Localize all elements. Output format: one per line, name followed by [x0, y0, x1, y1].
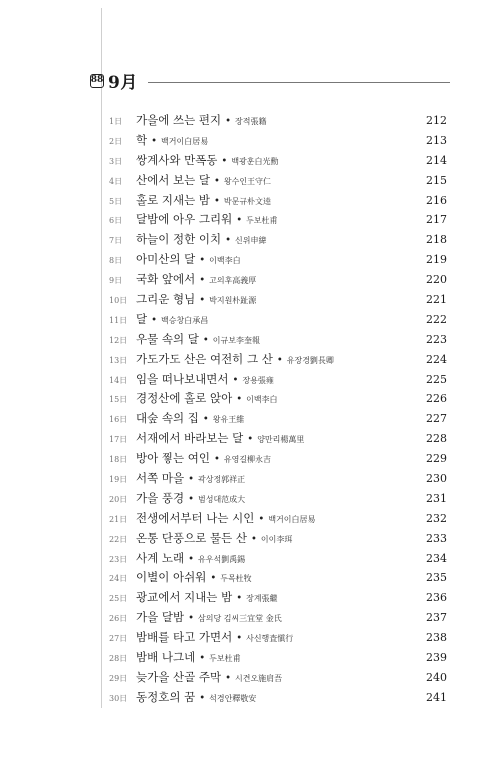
entry-day: 24日 [109, 574, 128, 584]
entry-day: 8日 [109, 256, 123, 266]
entry-title: 아미산의 달 [136, 252, 196, 267]
entry-page-number: 232 [426, 511, 447, 525]
toc-entry[interactable] [109, 291, 447, 311]
entry-author: 백거이白居易 [268, 514, 316, 524]
bullet-separator: • [213, 175, 220, 187]
entry-day: 12日 [109, 335, 128, 345]
entry-author: 삼의당 김씨三宜堂 金氏 [198, 614, 282, 624]
bullet-separator: • [225, 116, 231, 127]
entry-page-number: 237 [426, 611, 447, 625]
entry-title: 경정산에 홀로 앉아 [136, 391, 233, 406]
entry-author: 왕수인王守仁 [223, 176, 272, 186]
toc-entry[interactable] [109, 192, 447, 212]
entry-page-number: 221 [426, 293, 447, 307]
entry-author: 장적張籍 [234, 117, 267, 126]
entry-page-number: 216 [426, 193, 447, 207]
bullet-separator: • [151, 314, 158, 326]
entry-title: 가을 풍경 [136, 490, 185, 505]
bullet-separator: • [199, 295, 206, 307]
entry-author: 신위申緯 [234, 236, 267, 246]
entry-author: 이백李白 [246, 395, 278, 405]
entry-title: 산에서 보는 달 [136, 172, 210, 187]
entry-author: 왕유王維 [212, 415, 245, 425]
entry-title: 홀로 지새는 밤 [136, 192, 210, 207]
bullet-separator: • [213, 454, 220, 466]
toc-entry[interactable] [109, 609, 447, 629]
entry-day: 22日 [109, 534, 128, 544]
entry-author: 범성대范成大 [198, 494, 246, 504]
toc-entry[interactable] [109, 271, 447, 291]
entry-page-number: 226 [426, 392, 447, 406]
entry-page-number: 220 [426, 273, 447, 287]
bullet-separator: • [221, 155, 228, 167]
toc-entry[interactable] [109, 211, 447, 231]
entry-author: 백광훈白光勳 [231, 156, 279, 166]
entry-page-number: 225 [426, 372, 447, 386]
toc-entry[interactable] [109, 112, 447, 132]
entry-page-number: 228 [426, 432, 447, 446]
entry-page-number: 234 [426, 551, 447, 565]
entry-author: 곽상정郭祥正 [198, 475, 246, 485]
entry-page-number: 235 [426, 571, 447, 585]
entry-title: 늦가을 산골 주막 [136, 669, 222, 684]
bullet-separator: • [199, 275, 206, 287]
bullet-separator: • [236, 593, 243, 605]
entry-author: 석경안釋敬安 [209, 693, 257, 703]
entry-page-number: 229 [426, 452, 447, 466]
entry-page-number: 222 [426, 312, 447, 326]
toc-entry[interactable] [109, 470, 447, 490]
entry-author: 사신행査愼行 [246, 634, 294, 644]
entry-title: 온통 단풍으로 물든 산 [136, 530, 247, 545]
entry-title: 하늘이 정한 이치 [136, 232, 222, 247]
toc-entry[interactable] [109, 450, 447, 470]
bullet-separator: • [199, 692, 206, 704]
entry-page-number: 219 [426, 253, 447, 267]
entry-title: 대숲 속의 집 [136, 411, 199, 426]
entry-page-number: 238 [426, 631, 447, 645]
table-of-contents [109, 112, 447, 709]
entry-page-number: 215 [426, 173, 447, 187]
entry-title: 가을 달밤 [136, 610, 185, 625]
entry-author: 양만리楊萬里 [257, 435, 305, 445]
entry-author: 유우석劉禹錫 [198, 554, 246, 564]
bullet-separator: • [250, 533, 257, 545]
bullet-separator: • [202, 334, 209, 346]
margin-rule [101, 8, 102, 708]
entry-page-number: 241 [426, 690, 447, 704]
toc-entry[interactable] [109, 371, 447, 391]
entry-author: 유장경劉長卿 [286, 355, 334, 365]
entry-day: 27日 [109, 634, 128, 644]
entry-day: 10日 [109, 296, 128, 306]
bullet-separator: • [247, 434, 254, 446]
entry-author: 두목杜牧 [220, 574, 252, 584]
entry-title: 전생에서부터 나는 시인 [136, 510, 255, 525]
bullet-separator: • [188, 553, 194, 565]
bullet-separator: • [225, 672, 231, 684]
entry-day: 6日 [109, 216, 123, 226]
entry-title: 서재에서 바라보는 달 [136, 431, 244, 446]
bullet-separator: • [232, 374, 239, 386]
entry-day: 7日 [109, 236, 123, 246]
entry-title: 쌍계사와 만폭동 [136, 152, 218, 167]
entry-author: 이백李白 [209, 256, 241, 266]
toc-entry[interactable] [109, 689, 447, 709]
entry-title: 밤배를 타고 가면서 [136, 630, 233, 645]
bullet-separator: • [225, 235, 231, 247]
entry-author: 이규보李奎報 [212, 335, 260, 345]
entry-title: 가도가도 산은 여전히 그 산 [136, 351, 273, 366]
bullet-separator: • [199, 255, 206, 267]
entry-author: 유영길柳永吉 [223, 455, 272, 465]
entry-title: 이별이 아쉬워 [136, 570, 207, 585]
bullet-separator: • [236, 394, 243, 406]
entry-page-number: 236 [426, 591, 447, 605]
entry-title: 국화 앞에서 [136, 272, 196, 287]
entry-day: 19日 [109, 475, 128, 485]
entry-title: 광교에서 지내는 밤 [136, 590, 233, 605]
entry-day: 15日 [109, 395, 128, 405]
entry-author: 백승창白承昌 [161, 315, 209, 325]
bullet-separator: • [151, 135, 158, 147]
bullet-separator: • [276, 354, 283, 366]
bullet-separator: • [258, 513, 265, 525]
toc-entry[interactable] [109, 490, 447, 510]
entry-page-number: 230 [426, 472, 447, 486]
toc-entry[interactable] [109, 410, 447, 430]
entry-title: 학 [136, 132, 148, 147]
entry-author: 백거이白居易 [161, 136, 209, 146]
entry-day: 26日 [109, 614, 128, 624]
section-title: 9月 [108, 73, 138, 93]
entry-title: 우물 속의 달 [136, 331, 199, 346]
entry-author: 장계張繼 [246, 594, 278, 604]
entry-day: 1日 [109, 117, 123, 126]
section-header [90, 68, 450, 93]
entry-title: 달밤에 아우 그리워 [136, 212, 233, 227]
toc-entry[interactable] [109, 231, 447, 251]
entry-page-number: 213 [426, 133, 447, 147]
entry-day: 4日 [109, 176, 123, 186]
entry-page-number: 212 [426, 114, 447, 127]
toc-entry[interactable] [109, 550, 447, 570]
section-mark-icon: 88 [90, 74, 104, 88]
entry-day: 25日 [109, 594, 128, 604]
entry-page-number: 218 [426, 233, 447, 247]
toc-entry[interactable] [109, 152, 447, 172]
toc-entry[interactable] [109, 569, 447, 589]
entry-day: 13日 [109, 355, 128, 365]
bullet-separator: • [213, 195, 220, 207]
toc-entry[interactable] [109, 649, 447, 669]
entry-title: 사계 노래 [136, 550, 185, 565]
entry-day: 5日 [109, 196, 123, 206]
bullet-separator: • [199, 653, 206, 665]
entry-title: 가을에 쓰는 편지 [136, 113, 222, 127]
toc-entry[interactable] [109, 430, 447, 450]
toc-entry[interactable] [109, 390, 447, 410]
entry-page-number: 227 [426, 412, 447, 426]
toc-entry[interactable] [109, 331, 447, 351]
entry-day: 28日 [109, 654, 128, 664]
bullet-separator: • [202, 414, 209, 426]
bullet-separator: • [210, 573, 217, 585]
entry-author: 두보杜甫 [209, 654, 241, 664]
toc-entry[interactable] [109, 510, 447, 530]
entry-title: 그리운 형님 [136, 292, 196, 307]
toc-entry[interactable] [109, 669, 447, 689]
bullet-separator: • [236, 633, 243, 645]
entry-page-number: 223 [426, 332, 447, 346]
entry-title: 임을 떠나보내면서 [136, 371, 229, 386]
toc-entry[interactable] [109, 251, 447, 271]
toc-entry[interactable] [109, 172, 447, 192]
bullet-separator: • [188, 613, 194, 625]
entry-day: 2日 [109, 136, 123, 146]
toc-entry[interactable] [109, 351, 447, 371]
entry-day: 3日 [109, 156, 123, 166]
entry-author: 두보杜甫 [246, 216, 278, 226]
entry-day: 30日 [109, 693, 128, 703]
entry-day: 20日 [109, 494, 128, 504]
entry-day: 23日 [109, 554, 128, 564]
entry-author: 장용張雍 [242, 375, 274, 385]
entry-page-number: 233 [426, 531, 447, 545]
entry-day: 29日 [109, 673, 128, 683]
entry-page-number: 224 [426, 352, 447, 366]
entry-author: 박지원朴趾源 [209, 296, 257, 306]
entry-title: 동정호의 꿈 [136, 689, 196, 704]
entry-day: 16日 [109, 415, 128, 425]
header-divider [148, 82, 450, 83]
entry-page-number: 217 [426, 213, 447, 227]
entry-page-number: 214 [426, 153, 447, 167]
bullet-separator: • [236, 215, 243, 227]
bullet-separator: • [188, 474, 194, 486]
toc-entry[interactable] [109, 530, 447, 550]
entry-day: 17日 [109, 435, 128, 445]
entry-title: 달 [136, 311, 148, 326]
entry-day: 9日 [109, 276, 123, 286]
entry-author: 박문규朴文逵 [223, 196, 272, 206]
toc-entry[interactable] [109, 629, 447, 649]
entry-author: 고의후高義厚 [209, 276, 257, 286]
toc-entry[interactable] [109, 589, 447, 609]
entry-author: 시견오施肩吾 [234, 673, 283, 683]
entry-title: 방아 찧는 여인 [136, 451, 210, 466]
entry-author: 이이李珥 [260, 534, 293, 544]
bullet-separator: • [188, 493, 194, 505]
toc-entry[interactable] [109, 132, 447, 152]
toc-entry[interactable] [109, 311, 447, 331]
entry-day: 14日 [109, 375, 128, 385]
entry-page-number: 231 [426, 491, 447, 505]
entry-title: 밤배 나그네 [136, 650, 196, 665]
entry-day: 11日 [109, 315, 128, 325]
entry-title: 서쪽 마을 [136, 471, 185, 486]
entry-day: 18日 [109, 455, 128, 465]
entry-page-number: 239 [426, 651, 447, 665]
entry-day: 21日 [109, 514, 128, 524]
entry-page-number: 240 [426, 670, 447, 684]
